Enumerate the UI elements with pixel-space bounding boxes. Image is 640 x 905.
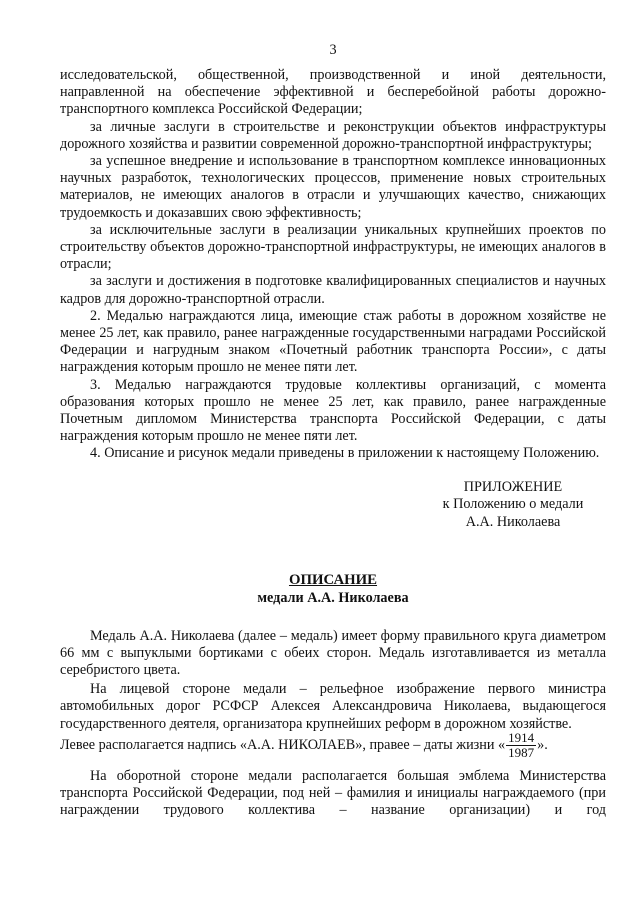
paragraph-personal-merit: за личные заслуги в строительстве и реконструкции объектов инфраструктуры дорожного хозяйства и развитии современной дорожно-транспортной инфраструктуры; [60,118,606,152]
appendix-medal-name: А.А. Николаева [465,513,561,530]
section-title: ОПИСАНИЕ [288,572,378,589]
life-dates-fraction [506,731,536,760]
description-paragraph-inscription [60,731,606,760]
description-paragraph-reverse: На оборотной стороне медали располагается большая эмблема Министерства транспорта Российской Федерации, под ней – фамилия и инициалы награждаемого (при награждении трудового коллектива – название организации) и год [60,767,606,819]
description-paragraph-shape: Медаль А.А. Николаева (далее – медаль) имеет форму правильного круга диаметром 66 мм с выпуклыми бортиками с обеих сторон. Медаль изготавливается из металла серебристого цвета. [60,627,606,678]
inscription-text: Левее располагается надпись «А.А. НИКОЛАЕВ», правее – даты жизни « [60,736,506,753]
appendix-header [420,479,606,532]
paragraph-clause-2: 2. Медалью награждаются лица, имеющие стаж работы в дорожном хозяйстве не менее 25 лет, как правило, ранее награжденные государственными наградами Российской Федерации и нагрудным знаком «Почетный работник транспорта России», с даты награждения которым прошло не менее пяти лет. [60,307,606,376]
description-paragraph-obverse: На лицевой стороне медали – рельефное изображение первого министра автомобильных дорог РСФСР Алексея Александровича Николаева, выдающегося государственного деятеля, организатора крупнейших реформ в дорожном хозяйстве. [60,681,606,732]
appendix-label: ПРИЛОЖЕНИЕ [463,478,563,495]
inscription-end: ». [537,736,548,753]
death-year: 1987 [508,744,535,760]
page-number: 3 [329,42,337,58]
birth-year: 1914 [508,729,535,745]
paragraph-continuation: исследовательской, общественной, производственной и иной деятельности, направленной на обеспечение эффективной и бесперебойной работы дорожно-транспортного комплекса Российской Федерации; [60,67,606,118]
section-subtitle: медали А.А. Николаева [257,590,409,607]
paragraph-unique-projects: за исключительные заслуги в реализации уникальных крупнейших проектов по строительству объектов дорожно-транспортной инфраструктуры, не имеющих аналогов в отрасли; [60,221,606,273]
paragraph-innovation: за успешное внедрение и использование в транспортном комплексе инновационных научных разработок, технологических процессов, применение новых строительных материалов, не имеющих аналогов в отрасли и улучшающих качество, снижающих трудоемкость и доказавших свою эффективность; [60,153,606,221]
paragraph-training: за заслуги и достижения в подготовке квалифицированных специалистов и научных кадров для дорожно-транспортной отрасли. [60,273,606,307]
paragraph-clause-4: 4. Описание и рисунок медали приведены в приложении к настоящему Положению. [90,445,600,462]
appendix-reference: к Положению о медали [442,496,584,513]
paragraph-clause-3: 3. Медалью награждаются трудовые коллективы организаций, с момента образования которых прошло не менее 25 лет, как правило, ранее награжденные Почетным дипломом Министерства транспорта Российской Федерации, с даты награждения которым прошло не менее пяти лет. [60,376,606,445]
